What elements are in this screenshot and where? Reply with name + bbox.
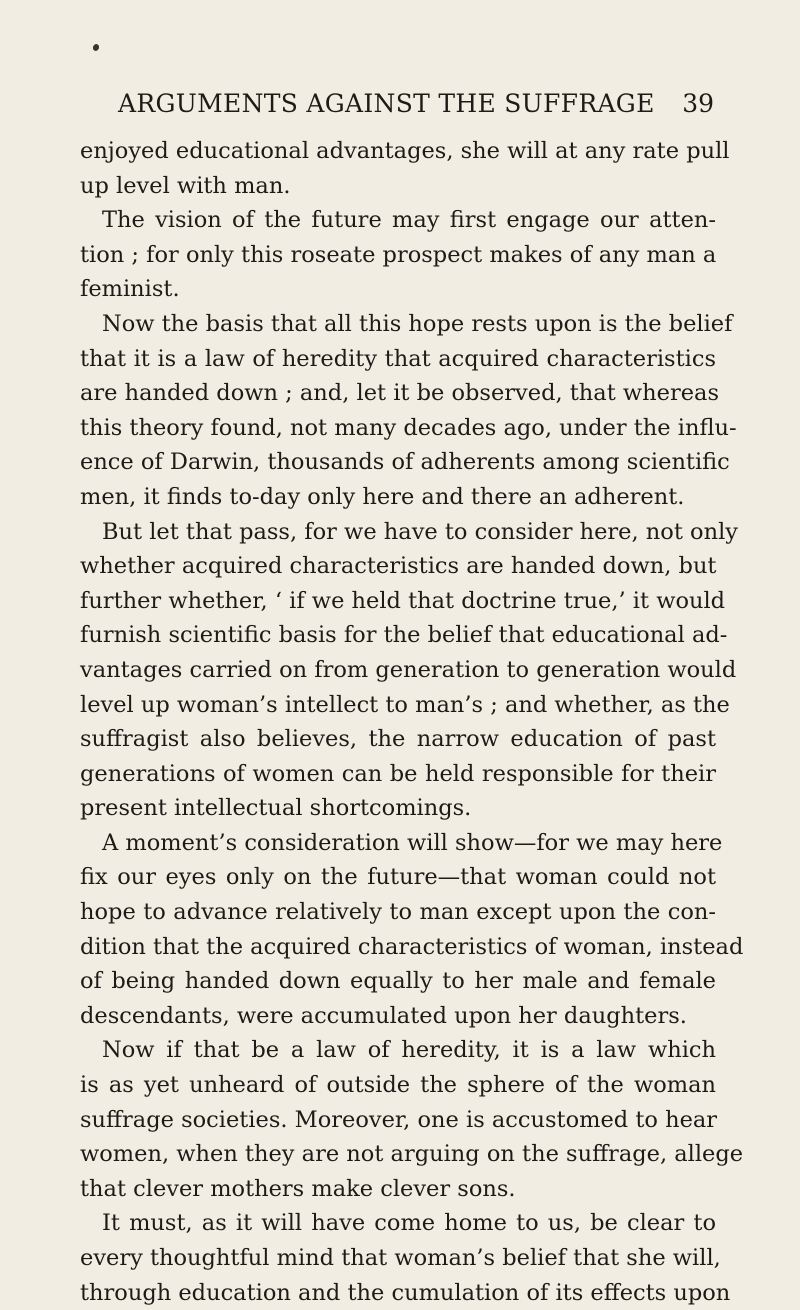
text-line: further whether, ‘ if we held that doctrine true,’ it would bbox=[80, 587, 726, 614]
text-line: furnish scientific basis for the belief that educational ad- bbox=[80, 622, 728, 649]
text-line: A moment’s consideration will show—for we may here bbox=[102, 829, 723, 856]
text-line: through education and the cumulation of its effects upon bbox=[80, 1279, 731, 1306]
text-line: every thoughtful mind that woman’s belief that she will, bbox=[80, 1245, 721, 1271]
text-line: The vision of the future may first engage our atten- bbox=[102, 207, 716, 234]
text-line: tion ; for only this roseate prospect makes of any man a bbox=[80, 241, 717, 268]
text-line: vantages carried on from generation to generation would bbox=[80, 656, 737, 683]
text-line: dition that the acquired characteristics of woman, instead bbox=[80, 933, 744, 960]
text-line: feminist. bbox=[80, 276, 180, 303]
body-text bbox=[80, 134, 744, 1310]
text-line: descendants, were accumulated upon her daughters. bbox=[80, 1002, 687, 1029]
text-line: women, when they are not arguing on the suffrage, allege bbox=[80, 1141, 744, 1168]
text-line: ence of Darwin, thousands of adherents among scientific bbox=[80, 449, 730, 476]
text-line: is as yet unheard of outside the sphere of the woman bbox=[80, 1072, 716, 1099]
text-line: present intellectual shortcomings. bbox=[80, 795, 472, 822]
text-line: Now the basis that all this hope rests upon is the belief bbox=[102, 310, 733, 337]
text-line: Now if that be a law of heredity, it is a law which bbox=[102, 1037, 716, 1064]
text-line: men, it finds to-day only here and there an adherent. bbox=[80, 483, 685, 510]
text-line: that clever mothers make clever sons. bbox=[80, 1175, 516, 1202]
text-line: suffragist also believes, the narrow education of past bbox=[80, 726, 716, 753]
text-line: this theory found, not many decades ago, under the influ- bbox=[80, 414, 737, 441]
text-line: hope to advance relatively to man except upon the con- bbox=[80, 899, 716, 926]
running-head: ARGUMENTS AGAINST THE SUFFRAGE bbox=[118, 89, 655, 118]
text-line: But let that pass, for we have to consider here, not only bbox=[102, 518, 738, 545]
text-line: suffrage societies. Moreover, one is accustomed to hear bbox=[80, 1106, 718, 1133]
text-line: are handed down ; and, let it be observed, that whereas bbox=[80, 380, 720, 407]
text-line: level up woman’s intellect to man’s ; and whether, as the bbox=[80, 691, 730, 718]
text-line: that it is a law of heredity that acquired characteristics bbox=[80, 345, 716, 372]
text-line: It must, as it will have come home to us, be clear to bbox=[102, 1210, 716, 1237]
text-line: of being handed down equally to her male and female bbox=[80, 968, 716, 995]
text-line: fix our eyes only on the future—that woman could not bbox=[80, 864, 716, 891]
text-line: enjoyed educational advantages, she will at any rate pull bbox=[80, 138, 730, 164]
text-line: whether acquired characteristics are handed down, but bbox=[80, 553, 717, 580]
text-line: up level with man. bbox=[80, 172, 291, 199]
ink-speck bbox=[92, 43, 100, 52]
page-number: 39 bbox=[682, 89, 714, 118]
text-line: generations of women can be held responsible for their bbox=[80, 760, 716, 787]
page-header bbox=[118, 86, 714, 122]
